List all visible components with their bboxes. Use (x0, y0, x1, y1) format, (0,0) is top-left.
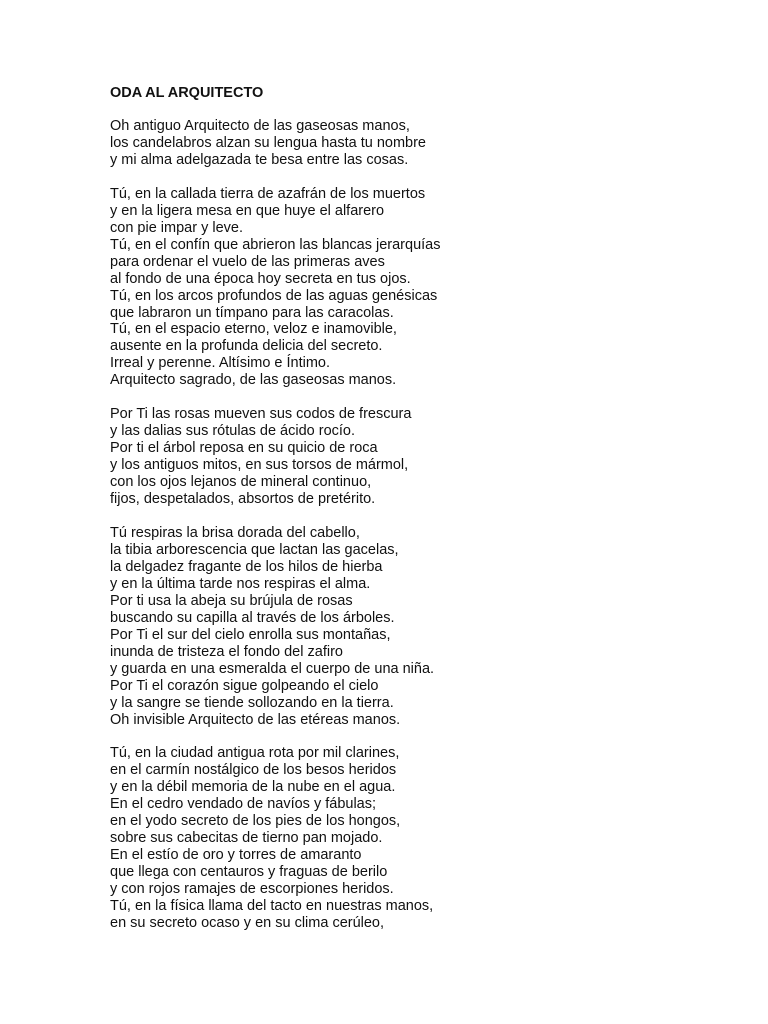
poem-line: y guarda en una esmeralda el cuerpo de una niña. (110, 660, 435, 677)
document-page (110, 85, 730, 949)
poem-line: que llega con centauros y fraguas de berilo (110, 864, 388, 881)
poem-stanza (110, 186, 730, 389)
poem-stanza (110, 745, 730, 931)
poem-line: Arquitecto sagrado, de las gaseosas manos. (110, 372, 397, 389)
poem-stanza (110, 406, 730, 508)
poem-stanza (110, 118, 730, 169)
poem-line: que labraron un tímpano para las caracolas. (110, 304, 394, 321)
poem-body (110, 118, 730, 932)
poem-line: ausente en la profunda delicia del secreto. (110, 338, 383, 355)
poem-line: y los antiguos mitos, en sus torsos de mármol, (110, 457, 409, 474)
poem-line: y en la ligera mesa en que huye el alfarero (110, 202, 385, 219)
poem-line: al fondo de una época hoy secreta en tus ojos. (110, 270, 411, 287)
poem-line: Oh antiguo Arquitecto de las gaseosas manos, (110, 118, 410, 134)
poem-line: y las dalias sus rótulas de ácido rocío. (110, 423, 356, 440)
poem-stanza (110, 525, 730, 728)
poem-line: Irreal y perenne. Altísimo e Íntimo. (110, 355, 331, 372)
poem-line: para ordenar el vuelo de las primeras aves (110, 253, 385, 270)
poem-line: Tú, en el espacio eterno, veloz e inamovible, (110, 321, 397, 338)
poem-line: Por ti usa la abeja su brújula de rosas (110, 592, 353, 609)
poem-line: con pie impar y leve. (110, 219, 243, 236)
poem-title: ODA AL ARQUITECTO (110, 85, 264, 101)
poem-line: y en la última tarde nos respiras el alma. (110, 575, 371, 592)
poem-line: En el estío de oro y torres de amaranto (110, 847, 362, 864)
poem-line: con los ojos lejanos de mineral continuo, (110, 474, 372, 491)
poem-line: Tú respiras la brisa dorada del cabello, (110, 525, 360, 542)
poem-line: Oh invisible Arquitecto de las etéreas manos. (110, 711, 401, 728)
poem-line: Tú, en la callada tierra de azafrán de los muertos (110, 185, 426, 202)
poem-line: Por Ti el corazón sigue golpeando el cielo (110, 677, 379, 694)
poem-line: y con rojos ramajes de escorpiones heridos. (110, 881, 394, 898)
poem-line: la delgadez fragante de los hilos de hierba (110, 558, 383, 575)
poem-line: Por Ti las rosas mueven sus codos de frescura (110, 406, 412, 423)
poem-line: y la sangre se tiende sollozando en la tierra. (110, 694, 394, 711)
poem-line: en el carmín nostálgico de los besos heridos (110, 762, 397, 779)
poem-line: y mi alma adelgazada te besa entre las cosas. (110, 151, 409, 168)
poem-line: buscando su capilla al través de los árboles. (110, 609, 395, 626)
poem-line: en su secreto ocaso y en su clima cerúleo, (110, 914, 385, 931)
poem-line: en el yodo secreto de los pies de los hongos, (110, 813, 401, 830)
poem-line: y en la débil memoria de la nube en el agua. (110, 779, 396, 796)
poem-line: inunda de tristeza el fondo del zafiro (110, 643, 343, 660)
poem-line: Tú, en la ciudad antigua rota por mil clarines, (110, 745, 400, 762)
poem-line: sobre sus cabecitas de tierno pan mojado. (110, 830, 383, 847)
poem-line: Tú, en el confín que abrieron las blancas jerarquías (110, 236, 441, 253)
poem-line: En el cedro vendado de navíos y fábulas; (110, 796, 377, 813)
poem-line: los candelabros alzan su lengua hasta tu nombre (110, 134, 426, 151)
poem-line: Por Ti el sur del cielo enrolla sus montañas, (110, 626, 391, 643)
poem-line: Tú, en la física llama del tacto en nuestras manos, (110, 898, 434, 915)
poem-line: Por ti el árbol reposa en su quicio de roca (110, 440, 378, 457)
poem-line: la tibia arborescencia que lactan las gacelas, (110, 541, 399, 558)
poem-line: Tú, en los arcos profundos de las aguas genésicas (110, 287, 438, 304)
poem-line: fijos, despetalados, absortos de pretérito. (110, 491, 376, 508)
